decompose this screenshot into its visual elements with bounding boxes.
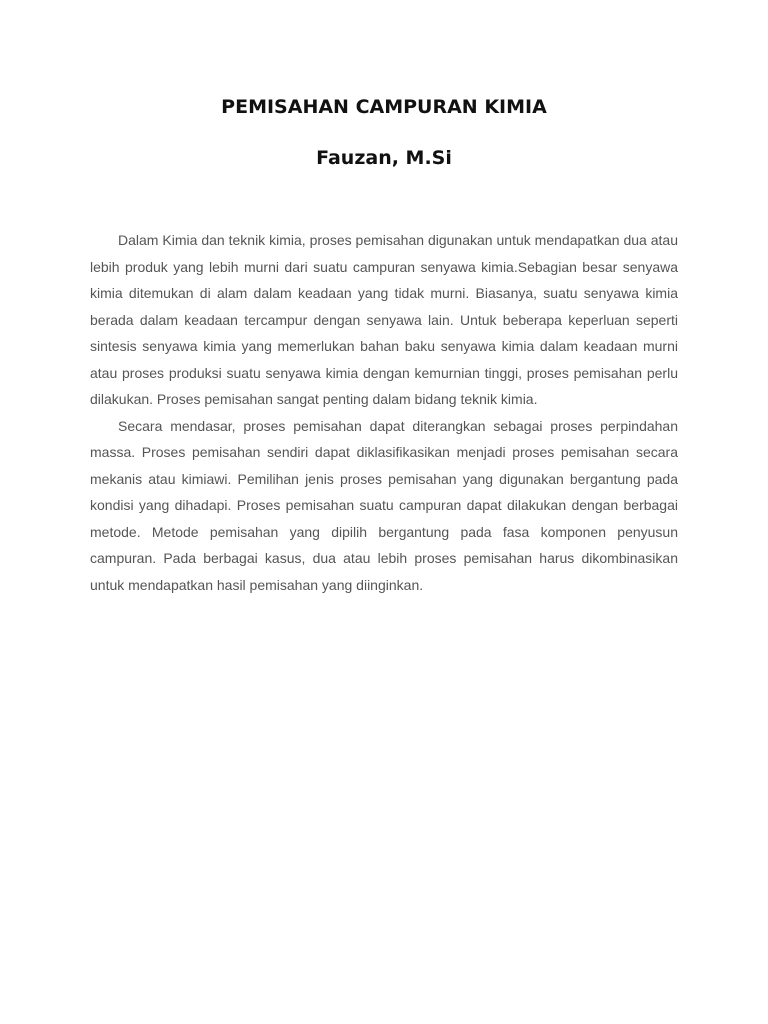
document-body [90, 227, 678, 598]
document-title: PEMISAHAN CAMPURAN KIMIA [221, 96, 547, 118]
body-paragraph-1: Dalam Kimia dan teknik kimia, proses pemisahan digunakan untuk mendapatkan dua atau lebih produk yang lebih murni dari suatu campuran senyawa kimia.Sebagian besar senyawa kimia ditemukan di alam dalam keadaan yang tidak murni. Biasanya, suatu senyawa kimia berada dalam keadaan tercampur dengan senyawa lain. Untuk beberapa keperluan seperti sintesis senyawa kimia yang memerlukan bahan baku senyawa kimia dalam keadaan murni atau proses produksi suatu senyawa kimia dengan kemurnian tinggi, proses pemisahan perlu dilakukan. Proses pemisahan sangat penting dalam bidang teknik kimia. [90, 232, 678, 407]
body-paragraph-2: Secara mendasar, proses pemisahan dapat diterangkan sebagai proses perpindahan massa. Proses pemisahan sendiri dapat diklasifikasikan menjadi proses pemisahan secara mekanis atau kimiawi. Pemilihan jenis proses pemisahan yang digunakan bergantung pada kondisi yang dihadapi. Proses pemisahan suatu campuran dapat dilakukan dengan berbagai metode. Metode pemisahan yang dipilih bergantung pada fasa komponen penyusun campuran. Pada berbagai kasus, dua atau lebih proses pemisahan harus dikombinasikan untuk mendapatkan hasil pemisahan yang diinginkan. [90, 417, 678, 593]
document-author: Fauzan, M.Si [316, 147, 452, 169]
